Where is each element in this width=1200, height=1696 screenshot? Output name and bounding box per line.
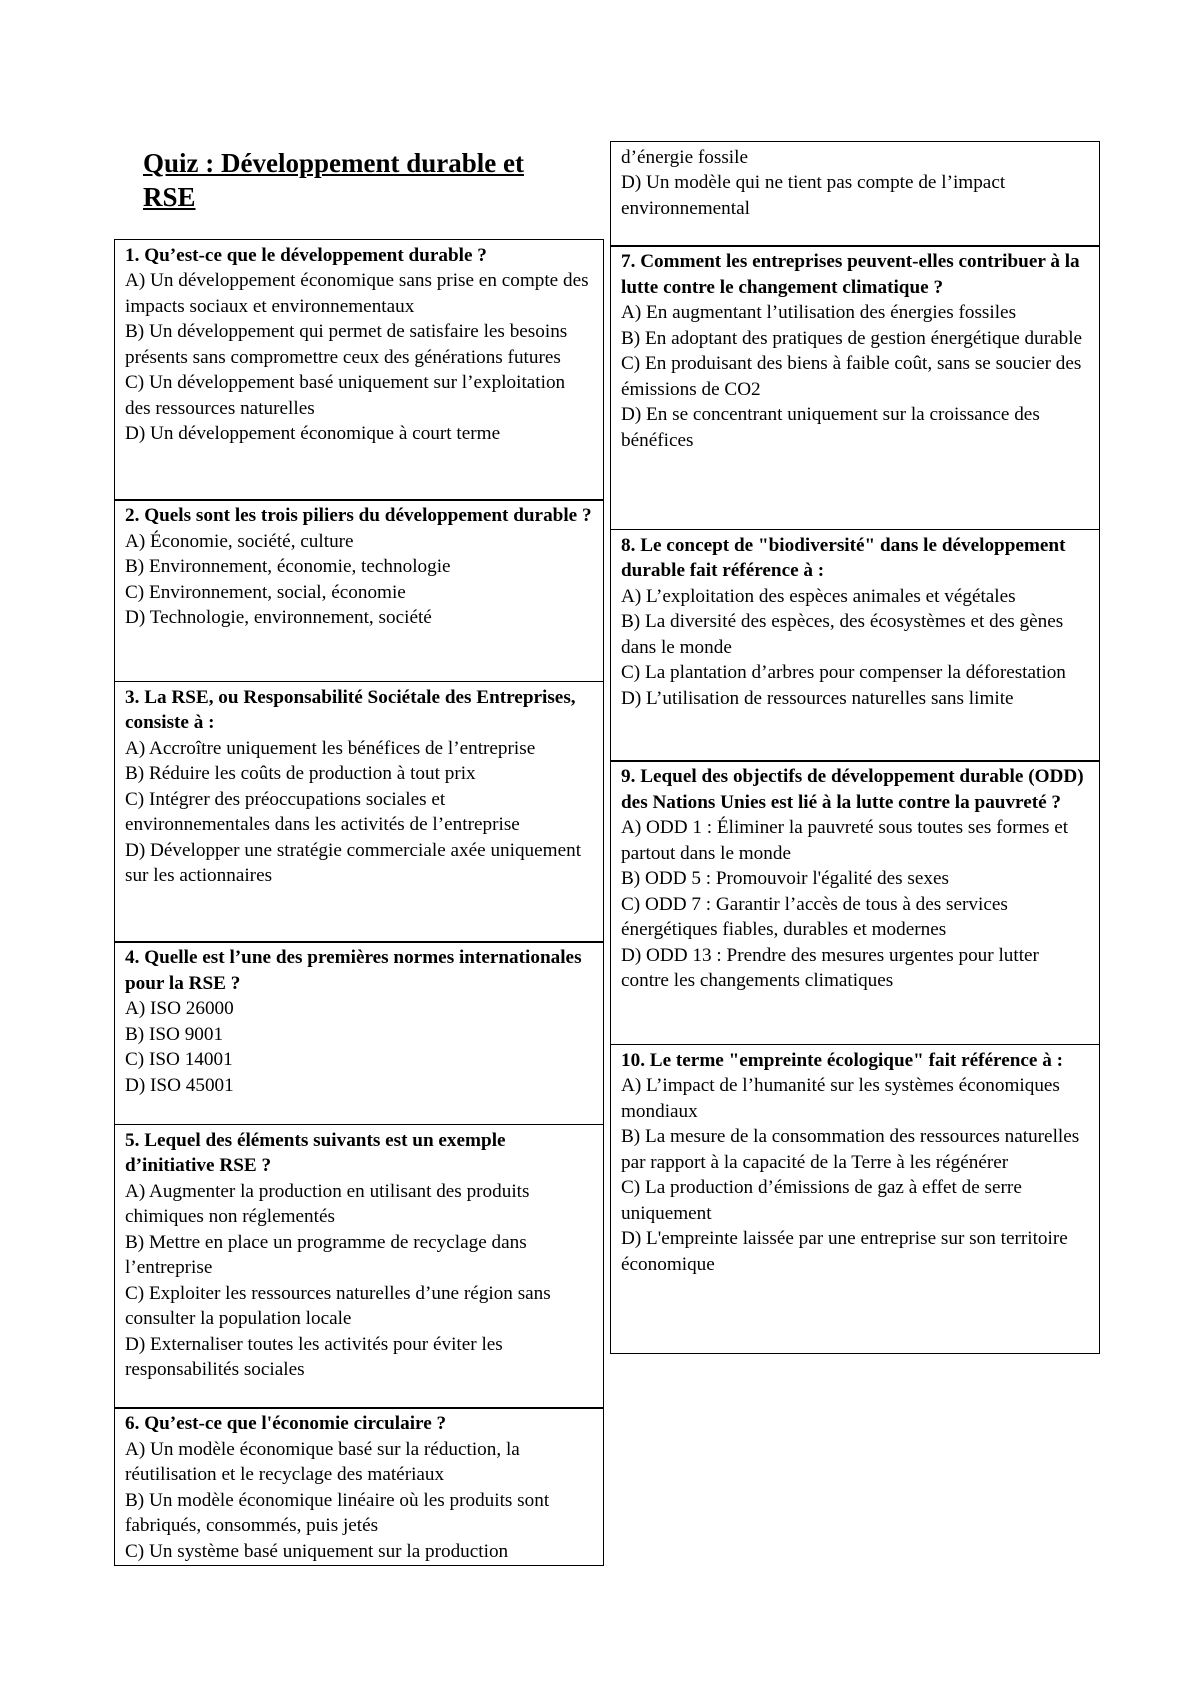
answer-option-c: C) Un système basé uniquement sur la production <box>125 1540 509 1562</box>
answer-option-b: B) Un développement qui permet de satisfaire les besoins présents sans compromettre ceux des générations futures <box>125 321 568 368</box>
answer-option-c: C) Intégrer des préoccupations sociales et environnementales dans les activités de l’entreprise <box>125 788 520 835</box>
answer-option-c: C) La plantation d’arbres pour compenser la déforestation <box>621 662 1066 683</box>
question-text: 6. Qu’est-ce que l'économie circulaire ? <box>125 1413 447 1434</box>
answer-option-a: A) Augmenter la production en utilisant des produits chimiques non réglementés <box>125 1180 530 1227</box>
question-text: 3. La RSE, ou Responsabilité Sociétale des Entreprises, consiste à : <box>125 686 576 733</box>
question-block-4 <box>114 941 604 1125</box>
answer-option-a: A) En augmentant l’utilisation des énergies fossiles <box>621 302 1017 323</box>
answer-option-a: A) Accroître uniquement les bénéfices de l’entreprise <box>125 737 536 759</box>
question-text: 8. Le concept de "biodiversité" dans le développement durable fait référence à : <box>621 534 1066 581</box>
answer-option-c: C) ISO 14001 <box>125 1049 233 1070</box>
answer-option-c: C) En produisant des biens à faible coût, sans se soucier des émissions de CO2 <box>621 353 1082 400</box>
question-block-5 <box>114 1124 604 1409</box>
question-block-8 <box>610 529 1100 762</box>
question-block-6 <box>114 1407 604 1566</box>
question-text: 10. Le terme "empreinte écologique" fait référence à : <box>621 1049 1064 1071</box>
question-block-3 <box>114 681 604 943</box>
page-title: Quiz : Développement durable et RSE <box>143 148 524 212</box>
answer-option-d: D) Un modèle qui ne tient pas compte de l’impact environnemental <box>621 172 1006 219</box>
answer-option-c: C) La production d’émissions de gaz à effet de serre uniquement <box>621 1177 1022 1224</box>
question-text: 2. Quels sont les trois piliers du développement durable ? <box>125 505 592 526</box>
question-block-6-continued <box>610 141 1100 247</box>
question-text: 4. Quelle est l’une des premières normes internationales pour la RSE ? <box>125 947 582 994</box>
answer-option-d: D) Développer une stratégie commerciale axée uniquement sur les actionnaires <box>125 839 582 886</box>
answer-option-a: A) Un développement économique sans prise en compte des impacts sociaux et environnementaux <box>125 270 589 317</box>
answer-option-d: D) Un développement économique à court terme <box>125 423 501 444</box>
answer-option-d: D) En se concentrant uniquement sur la croissance des bénéfices <box>621 404 1040 451</box>
answer-option-a: A) Un modèle économique basé sur la réduction, la réutilisation et le recyclage des matériaux <box>125 1438 520 1485</box>
answer-option-d: D) Technologie, environnement, société <box>125 607 432 628</box>
question-block-10 <box>610 1044 1100 1354</box>
answer-option-b: B) ODD 5 : Promouvoir l'égalité des sexes <box>621 868 949 889</box>
answer-option-c: C) Environnement, social, économie <box>125 581 406 603</box>
answer-option-a: A) ISO 26000 <box>125 998 234 1019</box>
question-block-1 <box>114 239 604 501</box>
answer-option-a: A) L’impact de l’humanité sur les systèmes économiques mondiaux <box>621 1075 1060 1122</box>
left-column <box>114 240 604 1566</box>
answer-option-b: B) Un modèle économique linéaire où les produits sont fabriqués, consommés, puis jetés <box>125 1489 550 1536</box>
answer-option-d: D) L'empreinte laissée par une entreprise sur son territoire économique <box>621 1228 1068 1275</box>
answer-option-b: B) Réduire les coûts de production à tout prix <box>125 763 476 784</box>
answer-option-d: D) ODD 13 : Prendre des mesures urgentes pour lutter contre les changements climatiques <box>621 944 1039 991</box>
question-block-7 <box>610 245 1100 530</box>
question-text: 9. Lequel des objectifs de développement durable (ODD) des Nations Unies est lié à la lutte contre la pauvreté ? <box>621 766 1084 813</box>
answer-option-b: B) La diversité des espèces, des écosystèmes et des gènes dans le monde <box>621 611 1064 658</box>
question-block-9 <box>610 760 1100 1045</box>
answer-option-b: B) La mesure de la consommation des ressources naturelles par rapport à la capacité de la Terre à les régénérer <box>621 1126 1080 1173</box>
answer-option-d: D) L’utilisation de ressources naturelles sans limite <box>621 687 1014 709</box>
answer-option-c: C) ODD 7 : Garantir l’accès de tous à des services énergétiques fiables, durables et modernes <box>621 893 1008 940</box>
answer-option-a: A) ODD 1 : Éliminer la pauvreté sous toutes ses formes et partout dans le monde <box>621 817 1069 864</box>
question-text: 5. Lequel des éléments suivants est un exemple d’initiative RSE ? <box>125 1129 506 1176</box>
question-text: 1. Qu’est-ce que le développement durable ? <box>125 244 487 266</box>
answer-option-d: D) ISO 45001 <box>125 1074 234 1096</box>
right-column <box>610 142 1100 1354</box>
answer-option-d: D) Externaliser toutes les activités pour éviter les responsabilités sociales <box>125 1333 503 1380</box>
answer-option-a: A) Économie, société, culture <box>125 530 354 552</box>
answer-option-b: B) Environnement, économie, technologie <box>125 556 451 577</box>
question-block-2 <box>114 499 604 682</box>
question-text: 7. Comment les entreprises peuvent-elles contribuer à la lutte contre le changement climatique ? <box>621 251 1080 298</box>
answer-option-c: C) Exploiter les ressources naturelles d’une région sans consulter la population locale <box>125 1282 551 1329</box>
answer-option-b: B) Mettre en place un programme de recyclage dans l’entreprise <box>125 1231 527 1278</box>
answer-option-a: A) L’exploitation des espèces animales et végétales <box>621 585 1016 607</box>
answer-option-b: B) ISO 9001 <box>125 1023 224 1045</box>
continuation-text: d’énergie fossile <box>621 146 748 168</box>
answer-option-b: B) En adoptant des pratiques de gestion énergétique durable <box>621 327 1083 349</box>
answer-option-c: C) Un développement basé uniquement sur l’exploitation des ressources naturelles <box>125 372 566 419</box>
